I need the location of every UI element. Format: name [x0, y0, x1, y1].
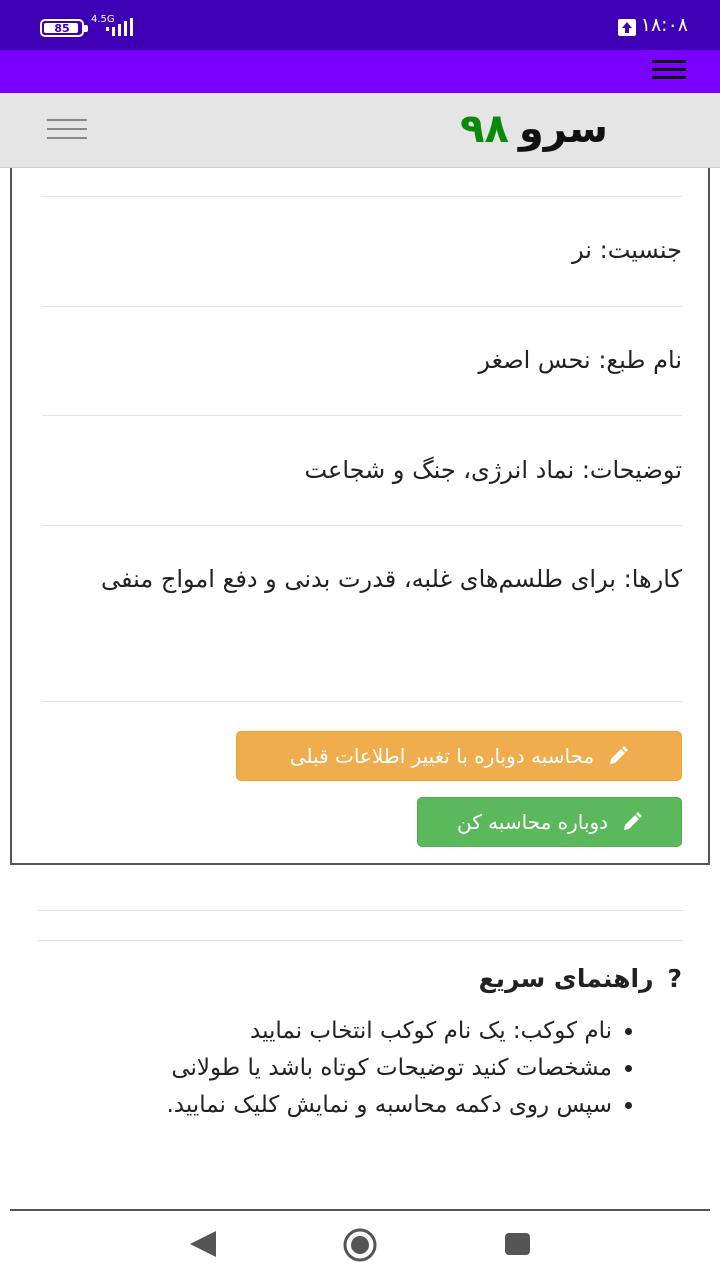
quick-guide-title — [479, 964, 682, 993]
logo-number: ۹۸ — [460, 106, 509, 152]
pencil-icon — [622, 812, 642, 832]
result-panel — [10, 168, 710, 865]
hamburger-icon[interactable] — [652, 60, 686, 82]
menu-toggle-icon[interactable] — [47, 119, 89, 143]
recalc-button[interactable] — [417, 797, 682, 847]
divider — [42, 525, 682, 526]
recalc-with-changes-button[interactable] — [236, 731, 682, 781]
logo-word: سرو — [518, 106, 608, 152]
uses-row: کارها: برای طلسم‌های غلبه، قدرت بدنی و دفع امواج منفی — [100, 565, 682, 593]
quick-guide-list — [98, 1014, 638, 1125]
signal-icon — [106, 18, 140, 36]
description-row: توضیحات: نماد انرژی، جنگ و شجاعت — [304, 456, 682, 484]
list-item: • نام کوکب: یک نام کوکب انتخاب نمایید — [98, 1014, 612, 1049]
site-logo[interactable] — [460, 105, 608, 153]
battery-icon — [40, 19, 84, 37]
upload-icon — [618, 19, 636, 36]
pencil-icon — [608, 746, 628, 766]
network-type: 4.5G — [91, 14, 115, 25]
list-item: • سپس روی دکمه محاسبه و نمایش کلیک نمایید. — [98, 1088, 612, 1123]
quick-guide-heading: راهنمای سریع — [478, 964, 654, 993]
divider — [38, 940, 683, 941]
recalc-label: دوباره محاسبه کن — [456, 810, 609, 834]
status-bar — [0, 0, 720, 50]
list-item: • مشخصات کنید توضیحات کوتاه باشد یا طولانی — [98, 1051, 612, 1086]
site-header — [0, 93, 720, 168]
nature-row: نام طبع: نحس اصغر — [478, 346, 682, 374]
question-icon: ? — [667, 964, 682, 993]
status-time: ۱۸:۰۸ — [640, 14, 688, 36]
battery-level: 85 — [54, 22, 70, 35]
app-bar — [0, 50, 720, 93]
divider — [38, 910, 683, 911]
divider — [42, 306, 682, 307]
recalc-with-changes-label: محاسبه دوباره با تغییر اطلاعات قبلی — [289, 744, 595, 768]
divider — [42, 415, 682, 416]
gender-row: جنسیت: نر — [572, 236, 682, 264]
system-nav-bar — [0, 1211, 720, 1280]
divider — [42, 701, 682, 702]
recents-icon[interactable] — [505, 1233, 530, 1255]
divider — [42, 196, 682, 197]
home-icon[interactable] — [342, 1227, 378, 1263]
back-icon[interactable] — [190, 1231, 216, 1257]
